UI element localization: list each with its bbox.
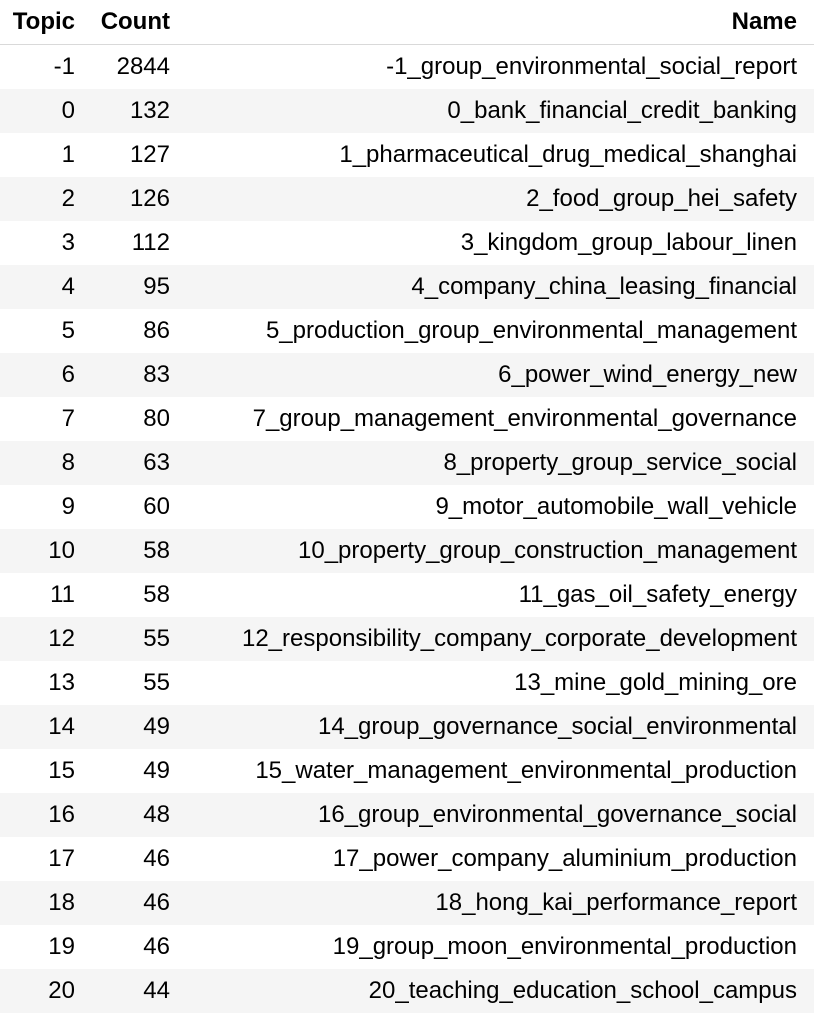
count-cell: 132 <box>86 89 187 133</box>
name-cell: 7_group_management_environmental_governance <box>187 397 814 441</box>
topic-cell: -1 <box>0 45 86 90</box>
topic-cell: 12 <box>0 617 86 661</box>
name-cell: 17_power_company_aluminium_production <box>187 837 814 881</box>
count-cell: 49 <box>86 705 187 749</box>
table-row <box>0 661 814 705</box>
table-row <box>0 573 814 617</box>
name-cell: 11_gas_oil_safety_energy <box>187 573 814 617</box>
count-cell: 83 <box>86 353 187 397</box>
name-cell: 18_hong_kai_performance_report <box>187 881 814 925</box>
topic-cell: 18 <box>0 881 86 925</box>
table-header <box>0 0 814 45</box>
topic-cell: 6 <box>0 353 86 397</box>
topic-cell: 8 <box>0 441 86 485</box>
topic-cell: 9 <box>0 485 86 529</box>
topic-cell: 2 <box>0 177 86 221</box>
table-row <box>0 133 814 177</box>
name-cell: 2_food_group_hei_safety <box>187 177 814 221</box>
name-cell: 1_pharmaceutical_drug_medical_shanghai <box>187 133 814 177</box>
topic-cell: 7 <box>0 397 86 441</box>
count-cell: 46 <box>86 837 187 881</box>
table-row <box>0 397 814 441</box>
topic-cell: 14 <box>0 705 86 749</box>
name-cell: 0_bank_financial_credit_banking <box>187 89 814 133</box>
count-cell: 126 <box>86 177 187 221</box>
name-cell: 6_power_wind_energy_new <box>187 353 814 397</box>
table-row <box>0 353 814 397</box>
topic-cell: 15 <box>0 749 86 793</box>
topic-cell: 5 <box>0 309 86 353</box>
count-cell: 80 <box>86 397 187 441</box>
name-cell: 19_group_moon_environmental_production <box>187 925 814 969</box>
table-row <box>0 177 814 221</box>
topic-cell: 3 <box>0 221 86 265</box>
table-row <box>0 221 814 265</box>
topic-cell: 19 <box>0 925 86 969</box>
column-header-name: Name <box>187 0 814 45</box>
table-row <box>0 925 814 969</box>
table-row <box>0 529 814 573</box>
table-row <box>0 265 814 309</box>
topic-cell: 11 <box>0 573 86 617</box>
topic-cell: 16 <box>0 793 86 837</box>
count-cell: 58 <box>86 573 187 617</box>
column-header-topic: Topic <box>0 0 86 45</box>
count-cell: 95 <box>86 265 187 309</box>
table-row <box>0 617 814 661</box>
name-cell: 15_water_management_environmental_production <box>187 749 814 793</box>
table-row <box>0 45 814 90</box>
table-row <box>0 89 814 133</box>
name-cell: 5_production_group_environmental_management <box>187 309 814 353</box>
table-row <box>0 793 814 837</box>
name-cell: 10_property_group_construction_management <box>187 529 814 573</box>
column-header-count: Count <box>86 0 187 45</box>
count-cell: 60 <box>86 485 187 529</box>
count-cell: 127 <box>86 133 187 177</box>
topic-cell: 1 <box>0 133 86 177</box>
header-row <box>0 0 814 45</box>
name-cell: 20_teaching_education_school_campus <box>187 969 814 1013</box>
count-cell: 46 <box>86 881 187 925</box>
name-cell: 16_group_environmental_governance_social <box>187 793 814 837</box>
name-cell: 3_kingdom_group_labour_linen <box>187 221 814 265</box>
topic-cell: 13 <box>0 661 86 705</box>
name-cell: 13_mine_gold_mining_ore <box>187 661 814 705</box>
count-cell: 46 <box>86 925 187 969</box>
count-cell: 48 <box>86 793 187 837</box>
topic-cell: 17 <box>0 837 86 881</box>
topic-cell: 20 <box>0 969 86 1013</box>
name-cell: 12_responsibility_company_corporate_development <box>187 617 814 661</box>
count-cell: 55 <box>86 661 187 705</box>
name-cell: 8_property_group_service_social <box>187 441 814 485</box>
table-row <box>0 969 814 1013</box>
count-cell: 2844 <box>86 45 187 90</box>
table-row <box>0 441 814 485</box>
table-row <box>0 837 814 881</box>
count-cell: 44 <box>86 969 187 1013</box>
table-body <box>0 45 814 1014</box>
count-cell: 86 <box>86 309 187 353</box>
topic-cell: 4 <box>0 265 86 309</box>
table-row <box>0 485 814 529</box>
table-row <box>0 705 814 749</box>
count-cell: 49 <box>86 749 187 793</box>
count-cell: 58 <box>86 529 187 573</box>
count-cell: 63 <box>86 441 187 485</box>
table-row <box>0 749 814 793</box>
table-row <box>0 309 814 353</box>
name-cell: 14_group_governance_social_environmental <box>187 705 814 749</box>
count-cell: 55 <box>86 617 187 661</box>
topic-cell: 0 <box>0 89 86 133</box>
name-cell: -1_group_environmental_social_report <box>187 45 814 90</box>
name-cell: 9_motor_automobile_wall_vehicle <box>187 485 814 529</box>
table-row <box>0 881 814 925</box>
topic-cell: 10 <box>0 529 86 573</box>
count-cell: 112 <box>86 221 187 265</box>
name-cell: 4_company_china_leasing_financial <box>187 265 814 309</box>
